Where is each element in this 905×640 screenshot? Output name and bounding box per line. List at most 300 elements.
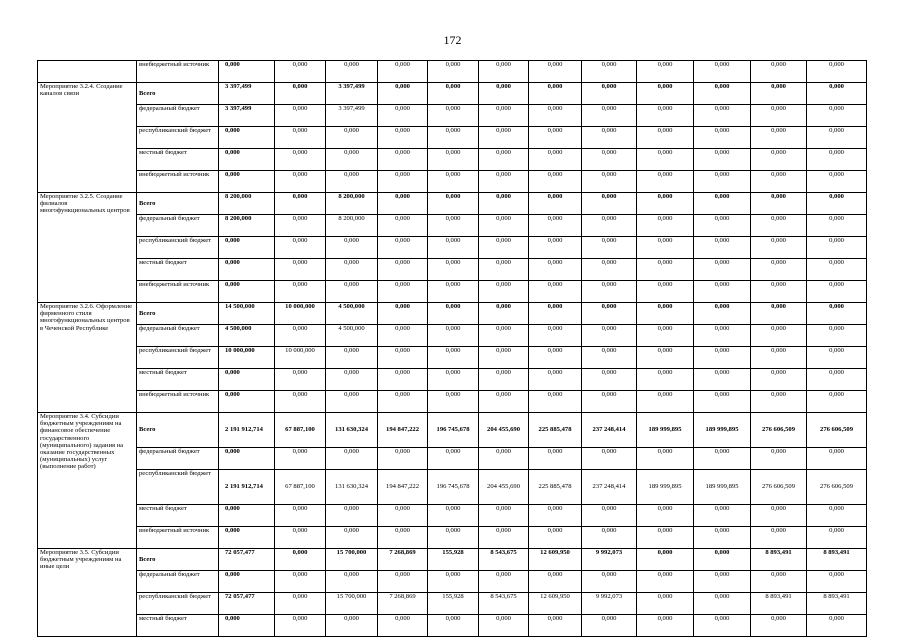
value-cell: 0,000 [529, 527, 582, 549]
value-cell: 0,000 [694, 505, 751, 527]
value-cell: 0,000 [428, 237, 479, 259]
table-row [38, 391, 867, 413]
value-cell: 0,000 [637, 171, 694, 193]
value-cell: 0,000 [275, 171, 326, 193]
value-cell: 7 268,869 [378, 549, 428, 571]
value-cell: 4 500,000 [326, 325, 378, 347]
value-cell: 0,000 [582, 281, 637, 303]
value-cell: 0,000 [219, 61, 275, 83]
value-cell: 0,000 [428, 193, 479, 215]
funding-source: федеральный бюджет [137, 571, 219, 593]
funding-source: Всего [137, 193, 219, 215]
value-cell: 0,000 [751, 303, 807, 325]
value-cell: 0,000 [807, 105, 867, 127]
value-cell: 0,000 [694, 61, 751, 83]
value-cell: 0,000 [378, 237, 428, 259]
funding-source: федеральный бюджет [137, 325, 219, 347]
value-cell: 0,000 [582, 527, 637, 549]
value-cell: 3 397,499 [326, 83, 378, 105]
value-cell: 0,000 [807, 61, 867, 83]
funding-source: Всего [137, 83, 219, 105]
value-cell: 0,000 [529, 237, 582, 259]
value-cell: 0,000 [479, 527, 529, 549]
value-cell: 15 700,000 [326, 593, 378, 615]
value-cell: 0,000 [378, 171, 428, 193]
value-cell: 15 700,000 [326, 549, 378, 571]
value-cell: 67 887,100 [275, 470, 326, 505]
value-cell: 0,000 [694, 325, 751, 347]
value-cell: 196 745,678 [428, 470, 479, 505]
budget-table [37, 60, 867, 637]
value-cell: 0,000 [479, 193, 529, 215]
value-cell: 0,000 [479, 448, 529, 470]
table-row [38, 149, 867, 171]
value-cell: 0,000 [275, 369, 326, 391]
value-cell: 0,000 [751, 237, 807, 259]
value-cell: 0,000 [529, 193, 582, 215]
value-cell: 0,000 [275, 571, 326, 593]
value-cell: 0,000 [378, 615, 428, 637]
value-cell: 0,000 [751, 347, 807, 369]
value-cell: 0,000 [637, 237, 694, 259]
value-cell: 0,000 [529, 215, 582, 237]
value-cell: 0,000 [694, 448, 751, 470]
value-cell: 0,000 [694, 171, 751, 193]
value-cell: 0,000 [529, 571, 582, 593]
value-cell: 0,000 [807, 149, 867, 171]
value-cell: 0,000 [326, 149, 378, 171]
value-cell: 0,000 [751, 615, 807, 637]
funding-source: федеральный бюджет [137, 105, 219, 127]
value-cell: 0,000 [751, 325, 807, 347]
value-cell: 0,000 [751, 448, 807, 470]
value-cell: 8 893,491 [751, 549, 807, 571]
value-cell: 0,000 [582, 83, 637, 105]
funding-source: местный бюджет [137, 615, 219, 637]
funding-source: Всего [137, 303, 219, 325]
value-cell: 0,000 [378, 127, 428, 149]
value-cell: 0,000 [479, 105, 529, 127]
value-cell: 0,000 [378, 149, 428, 171]
value-cell: 0,000 [637, 127, 694, 149]
value-cell: 0,000 [807, 215, 867, 237]
value-cell: 0,000 [219, 171, 275, 193]
value-cell: 8 543,675 [479, 549, 529, 571]
value-cell: 0,000 [326, 127, 378, 149]
value-cell: 0,000 [529, 61, 582, 83]
value-cell: 0,000 [326, 237, 378, 259]
value-cell: 0,000 [428, 171, 479, 193]
value-cell: 0,000 [529, 127, 582, 149]
value-cell: 0,000 [275, 105, 326, 127]
value-cell: 0,000 [751, 527, 807, 549]
table-row [38, 215, 867, 237]
value-cell: 0,000 [326, 571, 378, 593]
value-cell: 0,000 [219, 149, 275, 171]
value-cell: 0,000 [326, 615, 378, 637]
value-cell: 0,000 [428, 369, 479, 391]
value-cell: 0,000 [378, 83, 428, 105]
value-cell: 0,000 [219, 448, 275, 470]
table-row [38, 171, 867, 193]
value-cell: 0,000 [219, 259, 275, 281]
table-row [38, 505, 867, 527]
value-cell: 8 893,491 [807, 549, 867, 571]
table-row [38, 237, 867, 259]
value-cell: 12 609,950 [529, 593, 582, 615]
value-cell: 204 455,690 [479, 413, 529, 448]
value-cell: 0,000 [694, 215, 751, 237]
funding-source: республиканский бюджет [137, 237, 219, 259]
value-cell: 0,000 [428, 83, 479, 105]
value-cell: 0,000 [378, 325, 428, 347]
value-cell: 0,000 [694, 571, 751, 593]
table-row [38, 325, 867, 347]
value-cell: 8 893,491 [807, 593, 867, 615]
value-cell: 0,000 [637, 259, 694, 281]
value-cell: 0,000 [582, 391, 637, 413]
value-cell: 0,000 [479, 391, 529, 413]
value-cell: 0,000 [428, 259, 479, 281]
table-row [38, 127, 867, 149]
value-cell: 0,000 [694, 127, 751, 149]
value-cell: 0,000 [219, 571, 275, 593]
value-cell: 0,000 [694, 149, 751, 171]
value-cell: 0,000 [694, 237, 751, 259]
value-cell: 0,000 [694, 259, 751, 281]
value-cell: 237 248,414 [582, 470, 637, 505]
value-cell: 237 248,414 [582, 413, 637, 448]
value-cell: 0,000 [529, 325, 582, 347]
value-cell: 0,000 [694, 281, 751, 303]
value-cell: 0,000 [275, 391, 326, 413]
value-cell: 0,000 [428, 505, 479, 527]
value-cell: 0,000 [751, 571, 807, 593]
funding-source: республиканский бюджет [137, 127, 219, 149]
funding-source: местный бюджет [137, 149, 219, 171]
value-cell: 0,000 [275, 527, 326, 549]
value-cell: 0,000 [529, 347, 582, 369]
activity-name: Мероприятие 3.4. Субсидии бюджетным учреждениям на финансовое обеспечение государственного (муниципального) задания на оказание государственных (муниципальных) услуг (выполнение работ) [38, 413, 137, 549]
value-cell: 0,000 [378, 61, 428, 83]
value-cell: 0,000 [428, 61, 479, 83]
value-cell: 0,000 [637, 593, 694, 615]
value-cell: 0,000 [807, 83, 867, 105]
table-row [38, 369, 867, 391]
value-cell: 0,000 [428, 615, 479, 637]
table-row [38, 470, 867, 505]
value-cell: 0,000 [694, 527, 751, 549]
value-cell: 0,000 [807, 303, 867, 325]
value-cell: 0,000 [326, 171, 378, 193]
funding-source: Всего [137, 549, 219, 571]
value-cell: 0,000 [694, 105, 751, 127]
value-cell: 0,000 [637, 61, 694, 83]
activity-name: Мероприятие 3.5. Субсидии бюджетным учреждениям на иные цели [38, 549, 137, 637]
funding-source: внебюджетный источник [137, 171, 219, 193]
value-cell: 0,000 [751, 105, 807, 127]
value-cell: 0,000 [582, 215, 637, 237]
value-cell: 8 200,000 [326, 215, 378, 237]
value-cell: 0,000 [582, 303, 637, 325]
value-cell: 189 999,895 [637, 470, 694, 505]
value-cell: 0,000 [428, 149, 479, 171]
value-cell: 0,000 [378, 571, 428, 593]
value-cell: 196 745,678 [428, 413, 479, 448]
value-cell: 0,000 [275, 193, 326, 215]
value-cell: 0,000 [326, 505, 378, 527]
value-cell: 0,000 [378, 281, 428, 303]
value-cell: 0,000 [378, 259, 428, 281]
value-cell: 0,000 [637, 615, 694, 637]
value-cell: 0,000 [637, 215, 694, 237]
value-cell: 0,000 [219, 505, 275, 527]
value-cell: 0,000 [529, 391, 582, 413]
value-cell: 276 606,509 [751, 413, 807, 448]
value-cell: 0,000 [428, 281, 479, 303]
value-cell: 0,000 [479, 259, 529, 281]
value-cell: 0,000 [378, 215, 428, 237]
value-cell: 0,000 [529, 259, 582, 281]
value-cell: 2 191 912,714 [219, 470, 275, 505]
value-cell: 0,000 [807, 505, 867, 527]
value-cell: 0,000 [637, 83, 694, 105]
value-cell: 0,000 [751, 281, 807, 303]
value-cell: 194 847,222 [378, 470, 428, 505]
value-cell: 0,000 [582, 61, 637, 83]
value-cell: 0,000 [275, 215, 326, 237]
value-cell: 0,000 [582, 171, 637, 193]
value-cell: 0,000 [378, 193, 428, 215]
value-cell: 0,000 [479, 615, 529, 637]
value-cell: 0,000 [275, 615, 326, 637]
table-row [38, 259, 867, 281]
value-cell: 72 057,477 [219, 593, 275, 615]
value-cell: 0,000 [275, 149, 326, 171]
value-cell: 0,000 [378, 347, 428, 369]
value-cell: 0,000 [751, 171, 807, 193]
value-cell: 0,000 [428, 325, 479, 347]
value-cell: 0,000 [637, 347, 694, 369]
funding-source: республиканский бюджет [137, 593, 219, 615]
value-cell: 67 887,100 [275, 413, 326, 448]
table-row [38, 448, 867, 470]
value-cell: 0,000 [637, 281, 694, 303]
value-cell: 0,000 [637, 505, 694, 527]
value-cell: 0,000 [582, 505, 637, 527]
activity-name: Мероприятие 3.2.5. Создание филиалов многофункциональных центров [38, 193, 137, 303]
value-cell: 0,000 [479, 505, 529, 527]
value-cell: 0,000 [807, 527, 867, 549]
value-cell: 189 999,895 [637, 413, 694, 448]
funding-source: местный бюджет [137, 259, 219, 281]
value-cell: 0,000 [694, 83, 751, 105]
value-cell: 0,000 [479, 369, 529, 391]
value-cell: 0,000 [479, 149, 529, 171]
funding-source: внебюджетный источник [137, 281, 219, 303]
value-cell: 0,000 [378, 505, 428, 527]
value-cell: 72 057,477 [219, 549, 275, 571]
value-cell: 0,000 [807, 391, 867, 413]
value-cell: 0,000 [479, 303, 529, 325]
value-cell: 0,000 [529, 105, 582, 127]
value-cell: 0,000 [807, 259, 867, 281]
value-cell: 0,000 [326, 281, 378, 303]
value-cell: 0,000 [428, 448, 479, 470]
value-cell: 0,000 [479, 61, 529, 83]
value-cell: 276 606,509 [807, 413, 867, 448]
value-cell: 189 999,895 [694, 470, 751, 505]
value-cell: 0,000 [275, 448, 326, 470]
value-cell: 155,928 [428, 549, 479, 571]
value-cell: 0,000 [529, 83, 582, 105]
value-cell: 131 630,324 [326, 413, 378, 448]
value-cell: 0,000 [479, 281, 529, 303]
funding-source: республиканский бюджет [137, 347, 219, 369]
value-cell: 0,000 [428, 347, 479, 369]
value-cell: 0,000 [275, 505, 326, 527]
value-cell: 10 000,000 [219, 347, 275, 369]
value-cell: 0,000 [807, 347, 867, 369]
value-cell: 8 200,000 [219, 193, 275, 215]
table-row [38, 105, 867, 127]
value-cell: 0,000 [326, 347, 378, 369]
value-cell: 0,000 [326, 527, 378, 549]
value-cell: 0,000 [751, 61, 807, 83]
value-cell: 0,000 [751, 369, 807, 391]
value-cell: 0,000 [326, 448, 378, 470]
table-row-total [38, 303, 867, 325]
value-cell: 0,000 [275, 127, 326, 149]
funding-source: внебюджетный источник [137, 527, 219, 549]
value-cell: 0,000 [637, 325, 694, 347]
value-cell: 0,000 [582, 615, 637, 637]
value-cell: 0,000 [582, 127, 637, 149]
value-cell: 0,000 [807, 325, 867, 347]
value-cell: 0,000 [807, 615, 867, 637]
value-cell: 0,000 [751, 193, 807, 215]
value-cell: 0,000 [582, 105, 637, 127]
table-row-total [38, 83, 867, 105]
value-cell: 0,000 [479, 237, 529, 259]
value-cell: 0,000 [807, 281, 867, 303]
value-cell: 0,000 [582, 571, 637, 593]
value-cell: 0,000 [219, 615, 275, 637]
value-cell: 0,000 [428, 527, 479, 549]
funding-source: федеральный бюджет [137, 215, 219, 237]
value-cell: 0,000 [637, 369, 694, 391]
value-cell: 0,000 [637, 549, 694, 571]
value-cell: 0,000 [694, 615, 751, 637]
value-cell: 0,000 [275, 61, 326, 83]
value-cell: 0,000 [275, 83, 326, 105]
value-cell: 131 630,324 [326, 470, 378, 505]
value-cell: 0,000 [428, 127, 479, 149]
value-cell: 0,000 [751, 83, 807, 105]
value-cell: 4 500,000 [326, 303, 378, 325]
value-cell: 0,000 [479, 83, 529, 105]
value-cell: 0,000 [694, 593, 751, 615]
funding-source: республиканский бюджет [137, 470, 219, 505]
page-number: 172 [443, 33, 462, 47]
value-cell: 8 200,000 [219, 215, 275, 237]
value-cell: 10 000,000 [275, 303, 326, 325]
value-cell: 0,000 [378, 527, 428, 549]
value-cell: 0,000 [378, 391, 428, 413]
value-cell: 0,000 [582, 369, 637, 391]
value-cell: 0,000 [428, 391, 479, 413]
funding-source: внебюджетный источник [137, 391, 219, 413]
value-cell: 0,000 [694, 193, 751, 215]
value-cell: 7 268,869 [378, 593, 428, 615]
value-cell: 0,000 [751, 127, 807, 149]
value-cell: 3 397,499 [326, 105, 378, 127]
value-cell: 2 191 912,714 [219, 413, 275, 448]
table-row [38, 281, 867, 303]
value-cell: 276 606,509 [807, 470, 867, 505]
value-cell: 0,000 [807, 237, 867, 259]
funding-source: федеральный бюджет [137, 448, 219, 470]
value-cell: 0,000 [582, 237, 637, 259]
value-cell: 0,000 [275, 237, 326, 259]
value-cell: 225 885,478 [529, 413, 582, 448]
value-cell: 0,000 [428, 571, 479, 593]
value-cell: 0,000 [275, 593, 326, 615]
value-cell: 0,000 [479, 571, 529, 593]
value-cell: 0,000 [428, 105, 479, 127]
value-cell: 0,000 [378, 303, 428, 325]
value-cell: 0,000 [529, 448, 582, 470]
value-cell: 0,000 [807, 448, 867, 470]
value-cell: 12 609,950 [529, 549, 582, 571]
value-cell: 0,000 [275, 549, 326, 571]
value-cell: 0,000 [219, 281, 275, 303]
value-cell: 0,000 [582, 259, 637, 281]
value-cell: 0,000 [637, 105, 694, 127]
value-cell: 3 397,499 [219, 83, 275, 105]
value-cell: 0,000 [219, 527, 275, 549]
value-cell: 0,000 [275, 281, 326, 303]
value-cell: 0,000 [479, 171, 529, 193]
value-cell: 225 885,478 [529, 470, 582, 505]
value-cell: 3 397,499 [219, 105, 275, 127]
value-cell: 0,000 [275, 259, 326, 281]
value-cell: 0,000 [529, 281, 582, 303]
value-cell: 0,000 [428, 215, 479, 237]
value-cell: 0,000 [219, 391, 275, 413]
value-cell: 0,000 [529, 505, 582, 527]
value-cell: 0,000 [529, 171, 582, 193]
table-row-total [38, 193, 867, 215]
value-cell: 8 543,675 [479, 593, 529, 615]
value-cell: 0,000 [479, 215, 529, 237]
value-cell: 0,000 [378, 105, 428, 127]
value-cell: 0,000 [807, 171, 867, 193]
value-cell: 0,000 [219, 127, 275, 149]
value-cell: 0,000 [529, 615, 582, 637]
value-cell: 10 000,000 [275, 347, 326, 369]
value-cell: 0,000 [694, 369, 751, 391]
value-cell: 0,000 [694, 391, 751, 413]
value-cell: 0,000 [637, 391, 694, 413]
value-cell: 0,000 [751, 505, 807, 527]
value-cell: 0,000 [378, 448, 428, 470]
value-cell: 0,000 [479, 347, 529, 369]
value-cell: 0,000 [807, 369, 867, 391]
funding-source: внебюджетный источник [137, 61, 219, 83]
value-cell: 0,000 [326, 61, 378, 83]
value-cell: 0,000 [582, 325, 637, 347]
